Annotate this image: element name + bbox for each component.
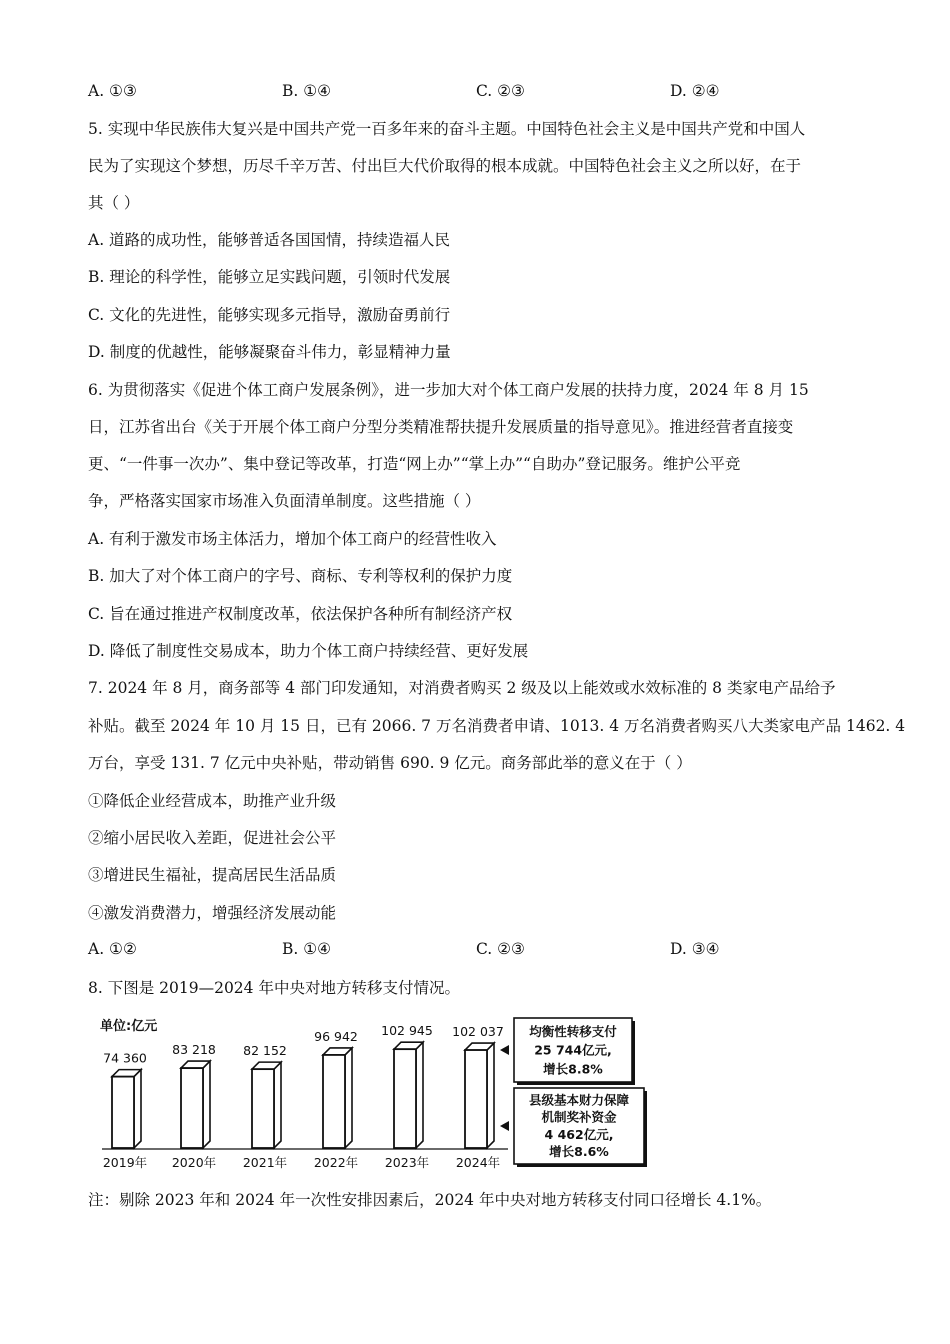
bar [323,1055,345,1148]
callout-text: 25 744亿元, [534,1042,612,1058]
x-tick-label: 2024年 [455,1155,501,1170]
bar [112,1077,134,1148]
bar [252,1069,274,1148]
bar-value-label: 83 218 [172,1042,216,1058]
bar-value-label: 74 360 [103,1050,147,1066]
callout-arrow [500,1045,509,1055]
q7-stem-line: 万台，享受 131. 7 亿元中央补贴，带动销售 690. 9 亿元。商务部此举的意义在于（ ） [88,754,692,772]
callout-text: 机制奖补资金 [541,1109,617,1125]
x-tick-label: 2023年 [384,1155,430,1170]
bar-side [345,1048,352,1148]
bar-side [274,1062,281,1148]
q8-note: 注：剔除 2023 年和 2024 年一次性安排因素后，2024 年中央对地方转移支付同口径增长 4.1%。 [88,1191,772,1209]
q6-option-c: C. 旨在通过推进产权制度改革，依法保护各种所有制经济产权 [88,605,513,623]
q7-item: ④激发消费潜力，增强经济发展动能 [88,904,337,922]
q4-option-d: D. ②④ [670,82,720,100]
q6-stem-line: 日，江苏省出台《关于开展个体工商户分型分类精准帮扶提升发展质量的指导意见》。推进经营者直接变 [88,418,794,436]
q5-stem-line: 5. 实现中华民族伟大复兴是中国共产党一百多年来的奋斗主题。中国特色社会主义是中国共产党和中国人 [88,120,806,138]
q6-stem-line: 更、“一件事一次办”、集中登记等改革，打造“网上办”“掌上办”“自助办”登记服务。维护公平竞 [88,455,741,473]
bar-value-label: 102 945 [381,1023,433,1039]
bar-side [134,1070,141,1148]
bar-side [203,1061,210,1148]
chart-unit-label: 单位:亿元 [100,1019,158,1034]
q7-item: ②缩小居民收入差距，促进社会公平 [88,829,337,847]
q8-stem: 8. 下图是 2019—2024 年中央对地方转移支付情况。 [88,979,460,997]
callout-text: 县级基本财力保障 [528,1092,630,1108]
x-tick-label: 2020年 [171,1155,217,1170]
x-tick-label: 2021年 [242,1155,288,1170]
x-tick-label: 2022年 [313,1155,359,1170]
q4-option-c: C. ②③ [476,82,525,100]
q4-option-a: A. ①③ [88,82,137,100]
q6-option-d: D. 降低了制度性交易成本，助力个体工商户持续经营、更好发展 [88,642,529,660]
transfer-payment-bar-chart [88,1008,658,1176]
callout-text: 增长8.6% [549,1144,609,1160]
q5-option-b: B. 理论的科学性，能够立足实践问题，引领时代发展 [88,268,451,286]
q6-option-a: A. 有利于激发市场主体活力，增加个体工商户的经营性收入 [88,530,497,548]
callout-text: 增长8.8% [543,1061,603,1077]
q7-stem-line: 7. 2024 年 8 月，商务部等 4 部门印发通知，对消费者购买 2 级及以上能效或水效标准的 8 类家电产品给予 [88,679,836,697]
q6-option-b: B. 加大了对个体工商户的字号、商标、专利等权利的保护力度 [88,567,513,585]
bar [181,1068,203,1148]
bar-side [487,1043,494,1148]
q5-stem-line: 民为了实现这个梦想，历尽千辛万苦、付出巨大代价取得的根本成就。中国特色社会主义之所以好，在于 [88,157,802,175]
callout-text: 均衡性转移支付 [529,1023,617,1039]
bar-value-label: 102 037 [452,1024,504,1040]
q7-option-c: C. ②③ [476,940,525,958]
bar [465,1050,487,1148]
q5-option-a: A. 道路的成功性，能够普适各国国情，持续造福人民 [88,231,451,249]
q5-option-d: D. 制度的优越性，能够凝聚奋斗伟力，彰显精神力量 [88,343,451,361]
q7-item: ③增进民生福祉，提高居民生活品质 [88,866,337,884]
q7-option-b: B. ①④ [282,940,332,958]
bar-value-label: 96 942 [314,1028,358,1044]
bar-value-label: 82 152 [243,1043,287,1059]
bar [394,1049,416,1148]
callout-arrow [500,1121,509,1131]
q5-stem-line: 其（ ） [88,194,140,212]
q5-option-c: C. 文化的先进性，能够实现多元指导，激励奋勇前行 [88,306,451,324]
callout-text: 4 462亿元, [544,1126,614,1142]
q4-option-b: B. ①④ [282,82,332,100]
q7-option-d: D. ③④ [670,940,720,958]
x-tick-label: 2019年 [102,1155,148,1170]
q7-item: ①降低企业经营成本，助推产业升级 [88,792,337,810]
q7-stem-line: 补贴。截至 2024 年 10 月 15 日，已有 2066. 7 万名消费者申请、1013. 4 万名消费者购买八大类家电产品 1462. 4 [88,717,906,735]
q6-stem-line: 争，严格落实国家市场准入负面清单制度。这些措施（ ） [88,492,481,510]
bar-side [416,1042,423,1148]
q7-option-a: A. ①② [88,940,137,958]
q6-stem-line: 6. 为贯彻落实《促进个体工商户发展条例》，进一步加大对个体工商户发展的扶持力度，2024 年 8 月 15 [88,381,809,399]
